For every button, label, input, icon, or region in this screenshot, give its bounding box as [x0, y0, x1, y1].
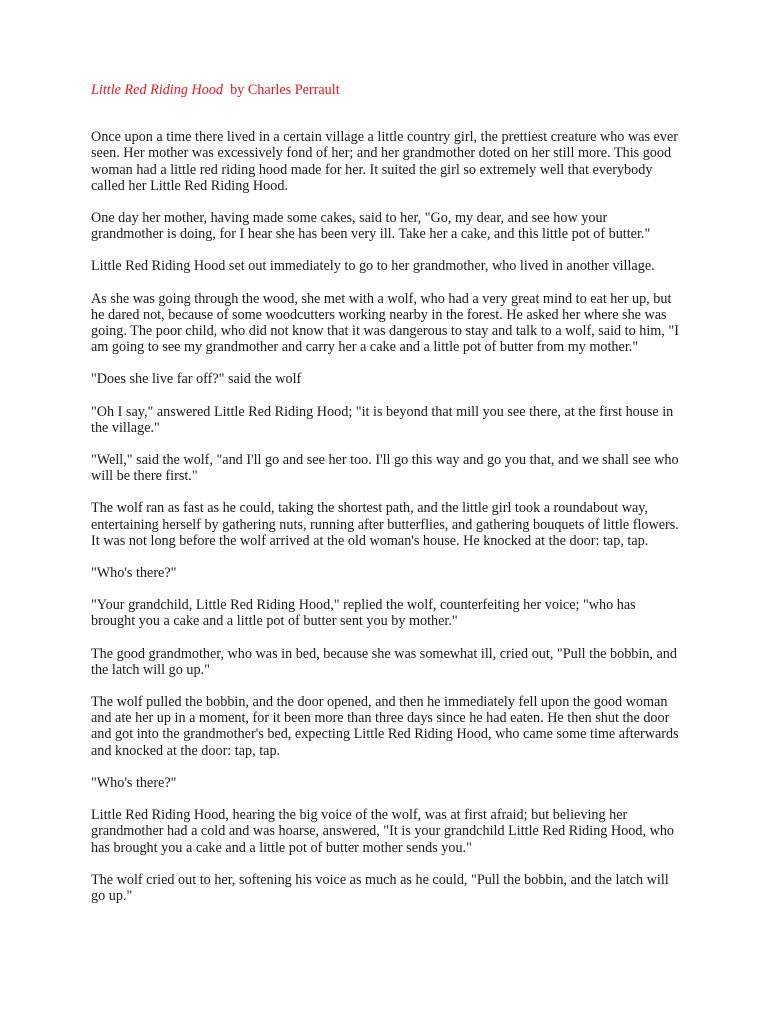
paragraph: As she was going through the wood, she met with a wolf, who had a very great mind to eat her up, but he dared not, because of some woodcutters working nearby in the forest. He asked her where she was going. The poor child, who did not know that it was dangerous to stay and talk to a wolf, said to him, "I am going to see my grandmother and carry her a cake and a little pot of butter from my mother.": [91, 290, 679, 356]
paragraph: Little Red Riding Hood set out immediately to go to her grandmother, who lived in another village.: [91, 258, 655, 275]
paragraph: One day her mother, having made some cakes, said to her, "Go, my dear, and see how your grandmother is doing, for I hear she has been very ill. Take her a cake, and this little pot of butter.": [91, 210, 651, 243]
paragraph: "Who's there?": [91, 774, 177, 791]
paragraph: The good grandmother, who was in bed, because she was somewhat ill, cried out, "Pull the bobbin, and the latch will go up.": [91, 645, 677, 678]
paragraph: Once upon a time there lived in a certain village a little country girl, the prettiest creature who was ever seen. Her mother was excessively fond of her; and her grandmother doted on her still more. This good woman had a little red riding hood made for her. It suited the girl so extremely well that everybody called her Little Red Riding Hood.: [91, 129, 678, 194]
paragraph: "Who's there?": [91, 565, 177, 582]
story-title: Little Red Riding Hood: [91, 82, 224, 98]
paragraph: The wolf cried out to her, softening his voice as much as he could, "Pull the bobbin, and the latch will go up.": [91, 871, 669, 904]
title-line: [91, 82, 681, 98]
story-byline: by Charles Perrault: [230, 82, 340, 98]
paragraph: "Well," said the wolf, "and I'll go and see her too. I'll go this way and go you that, and we shall see who will be there first.": [91, 452, 679, 485]
document-body: [91, 82, 681, 920]
paragraph: "Oh I say," answered Little Red Riding Hood; "it is beyond that mill you see there, at the first house in the village.": [91, 403, 674, 436]
paragraph: "Your grandchild, Little Red Riding Hood," replied the wolf, counterfeiting her voice; "who has brought you a cake and a little pot of butter sent you by mother.": [91, 597, 636, 630]
paragraph: The wolf ran as fast as he could, taking the shortest path, and the little girl took a roundabout way, entertaining herself by gathering nuts, running after butterflies, and gathering bouquets of little flowers. It was not long before the wolf arrived at the old woman's house. He knocked at the door: tap, tap.: [91, 500, 679, 549]
paragraph: Little Red Riding Hood, hearing the big voice of the wolf, was at first afraid; but believing her grandmother had a cold and was hoarse, answered, "It is your grandchild Little Red Riding Hood, who has brought you a cake and a little pot of butter mother sends you.": [91, 807, 675, 856]
paragraph: "Does she live far off?" said the wolf: [91, 371, 302, 388]
paragraph: The wolf pulled the bobbin, and the door opened, and then he immediately fell upon the good woman and ate her up in a moment, for it been more than three days since he had eaten. He then shut the door and got into the grandmother's bed, expecting Little Red Riding Hood, who came some time afterwards and knocked at the door: tap, tap.: [91, 694, 679, 759]
